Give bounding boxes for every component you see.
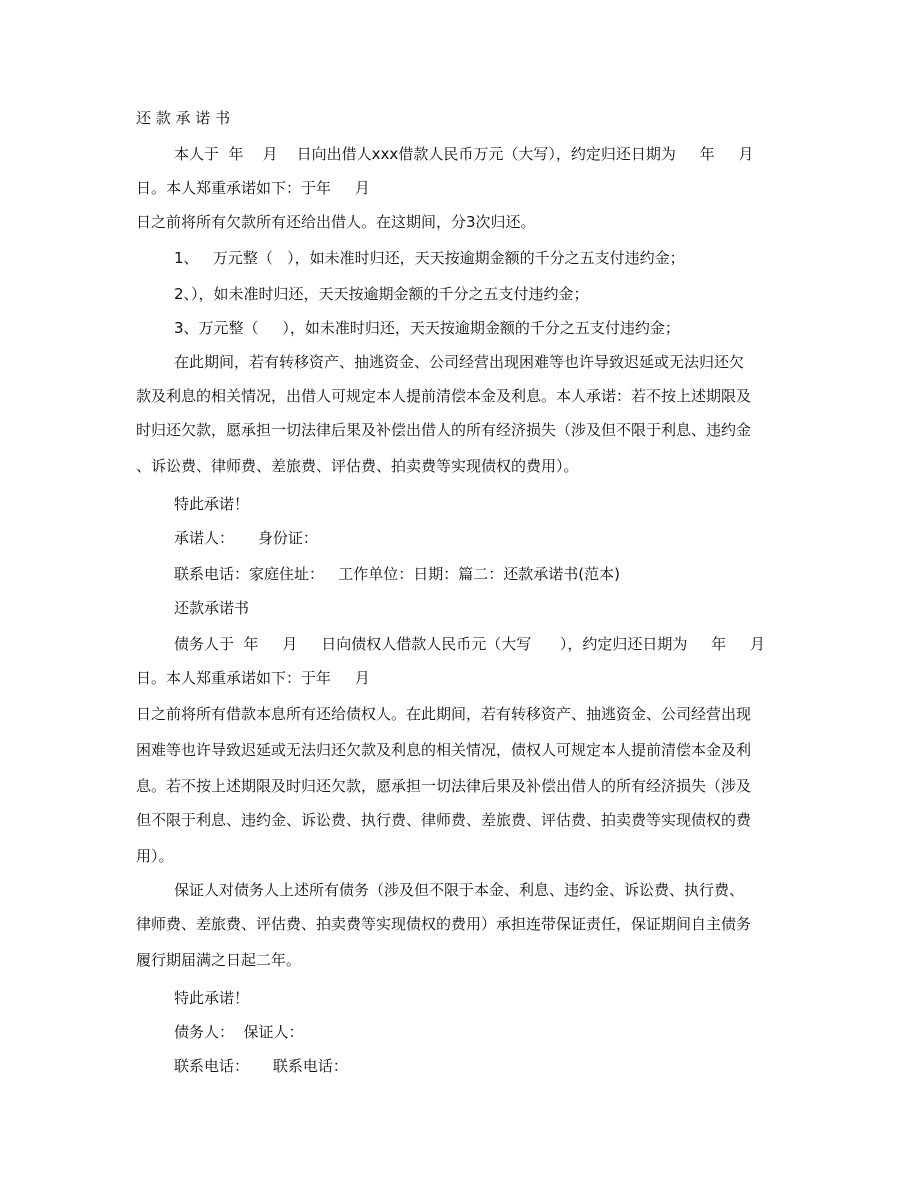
paragraph-3-line-3: 日之前将所有借款本息所有还给债权人。在此期间，若有转移资产、抽逃资金、公司经营出现 — [136, 705, 752, 723]
document-title: 还 款 承 诺 书 — [136, 109, 231, 127]
signature-line-1: 承诺人： 身份证： — [174, 529, 318, 547]
paragraph-4-line-2: 律师费、差旅费、评估费、拍卖费等实现债权的费用）承担连带保证责任，保证期间自主债务 — [136, 915, 752, 933]
paragraph-2-line-3: 时归还欠款，愿承担一切法律后果及补偿出借人的所有经济损失（涉及但不限于利息、违约金 — [136, 421, 752, 439]
paragraph-4-line-1: 保证人对债务人上述所有债务（涉及但不限于本金、利息、违约金、诉讼费、执行费、 — [174, 881, 745, 899]
signature-line-2: 债务人： 保证人： — [174, 1023, 304, 1041]
repayment-item-1: 1、 万元整（ ），如未准时归还，天天按逾期金额的千分之五支付违约金； — [174, 249, 685, 267]
repayment-item-3: 3、万元整（ ），如未准时归还，天天按逾期金额的千分之五支付违约金； — [174, 319, 680, 337]
paragraph-1-line-1: 本人于 年 月 日向出借人xxx借款人民币万元（大写），约定归还日期为 年 月 — [174, 145, 754, 163]
paragraph-3-line-6: 但不限于利息、违约金、诉讼费、执行费、律师费、差旅费、评估费、拍卖费等实现债权的费 — [136, 811, 752, 829]
closing-statement-2: 特此承诺！ — [174, 989, 250, 1007]
repayment-item-2: 2、），如未准时归还，天天按逾期金额的千分之五支付违约金； — [174, 285, 589, 303]
paragraph-3-line-5: 息。若不按上述期限及时归还欠款，愿承担一切法律后果及补偿出借人的所有经济损失（涉及 — [136, 777, 752, 795]
paragraph-2-line-1: 在此期间，若有转移资产、抽逃资金、公司经营出现困难等也许导致迟延或无法归还欠 — [174, 353, 745, 371]
paragraph-3-line-7: 用）。 — [136, 847, 174, 865]
contact-line-2: 联系电话： 联系电话： — [174, 1057, 348, 1075]
paragraph-4-line-3: 履行期届满之日起二年。 — [136, 951, 302, 969]
section-2-title: 还款承诺书 — [174, 599, 250, 617]
paragraph-2-line-4: 、诉讼费、律师费、差旅费、评估费、拍卖费等实现债权的费用）。 — [136, 457, 579, 475]
paragraph-3-line-4: 困难等也许导致迟延或无法归还欠款及利息的相关情况，债权人可规定本人提前清偿本金及利 — [136, 741, 752, 759]
paragraph-2-line-2: 款及利息的相关情况，出借人可规定本人提前清偿本金及利息。本人承诺：若不按上述期限及 — [136, 387, 752, 405]
contact-line-1: 联系电话：家庭住址： 工作单位：日期：篇二：还款承诺书(范本) — [174, 565, 621, 583]
paragraph-1-line-2: 日。本人郑重承诺如下：于年 月 — [136, 179, 370, 197]
closing-statement-1: 特此承诺！ — [174, 495, 250, 513]
paragraph-3-line-2: 日。本人郑重承诺如下：于年 月 — [136, 669, 370, 687]
paragraph-3-line-1: 债务人于 年 月 日向债权人借款人民币元（大写 ），约定归还日期为 年 月 — [174, 635, 766, 653]
paragraph-1-line-3: 日之前将所有欠款所有还给出借人。在这期间，分3次归还。 — [136, 213, 536, 231]
